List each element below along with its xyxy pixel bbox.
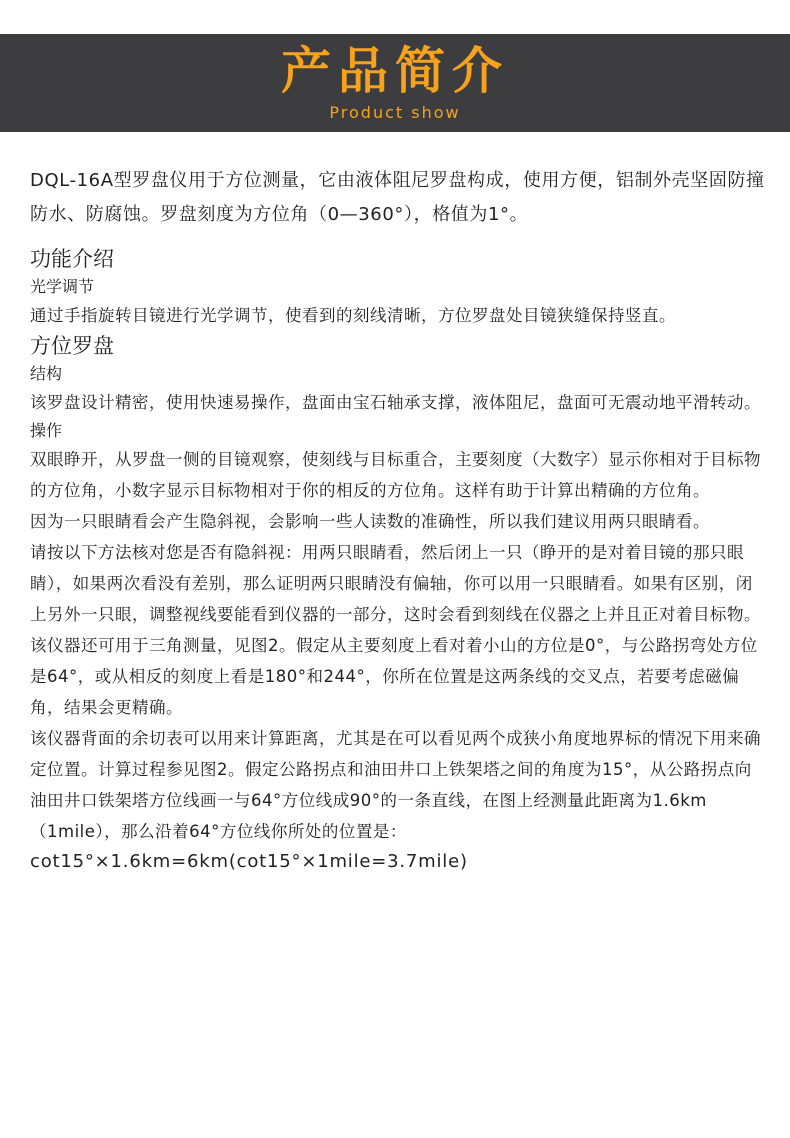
structure-title: 结构 [30, 364, 63, 383]
operation-paragraph: 双眼睁开，从罗盘一侧的目镜观察，使刻线与目标重合，主要刻度（大数字）显示你相对于目标物的方位角，小数字显示目标物相对于你的相反的方位角。这样有助于计算出精确的方位角。 [30, 450, 761, 500]
operation-paragraph: 该仪器还可用于三角测量，见图2。假定从主要刻度上看对着小山的方位是0°，与公路拐弯处方位是64°，或从相反的刻度上看是180°和244°，你所在位置是这两条线的交叉点，若要考虑磁偏角，结果会更精确。 [30, 636, 758, 717]
operation-paragraph: 请按以下方法核对您是否有隐斜视：用两只眼睛看，然后闭上一只（睁开的是对着目镜的那只眼睛），如果两次看没有差别，那么证明两只眼睛没有偏轴，你可以用一只眼睛看。如果有区别，闭上另外一只眼，调整视线要能看到仪器的一部分，这时会看到刻线在仪器之上并且正对着目标物。 [30, 543, 761, 624]
compass-heading: 方位罗盘 [30, 334, 114, 358]
structure-text: 该罗盘设计精密，使用快速易操作，盘面由宝石轴承支撑，液体阻尼，盘面可无震动地平滑转动。 [30, 393, 761, 412]
optical-adjust-title: 光学调节 [30, 277, 95, 296]
intro-paragraph: DQL-16A型罗盘仪用于方位测量，它由液体阻尼罗盘构成，使用方便，铝制外壳坚固防撞防水、防腐蚀。罗盘刻度为方位角（0—360°），格值为1°。 [30, 170, 765, 225]
optical-adjust-text: 通过手指旋转目镜进行光学调节，使看到的刻线清晰，方位罗盘处目镜狭缝保持竖直。 [30, 306, 676, 325]
article-body [30, 164, 766, 877]
cotangent-formula: cot15°×1.6km=6km(cot15°×1mile=3.7mile) [30, 851, 468, 872]
operation-paragraph: 该仪器背面的余切表可以用来计算距离，尤其是在可以看见两个成狭小角度地界标的情况下用来确定位置。计算过程参见图2。假定公路拐点和油田井口上铁架塔之间的角度为15°，从公路拐点向油田井口铁架塔方位线画一与64°方位线成90°的一条直线，在图上经测量此距离为1.6km（1mile），那么沿着64°方位线你所处的位置是： [30, 729, 761, 841]
header-banner [0, 34, 790, 132]
banner-title: 产品简介 [281, 42, 509, 100]
operation-title: 操作 [30, 421, 63, 440]
operation-paragraph: 因为一只眼睛看会产生隐斜视，会影响一些人读数的准确性，所以我们建议用两只眼睛看。 [30, 512, 710, 531]
banner-subtitle: Product show [329, 103, 461, 122]
features-heading: 功能介绍 [30, 247, 114, 271]
